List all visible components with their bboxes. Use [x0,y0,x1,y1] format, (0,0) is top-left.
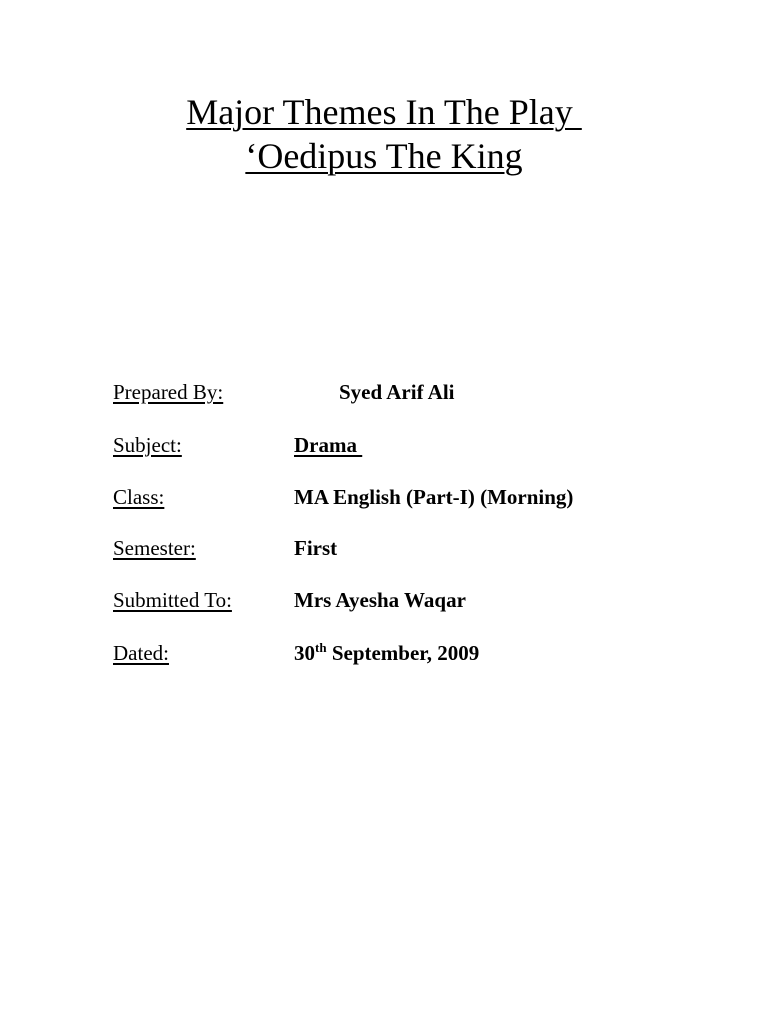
title-line-1: Major Themes In The Play [186,92,582,132]
subject-row [113,430,673,460]
semester-value: First [294,536,338,560]
dated-row [113,638,673,668]
prepared-by-label: Prepared By: [113,380,224,404]
dated-month-year: September, 2009 [326,641,480,665]
dated-day: 30 [294,641,315,665]
dated-label: Dated: [113,641,169,665]
submitted-to-row [113,585,673,615]
prepared-by-value: Syed Arif Ali [339,380,455,404]
subject-label: Subject: [113,433,182,457]
class-row [113,482,673,512]
prepared-by-row [113,377,673,407]
submitted-to-label: Submitted To: [113,588,232,612]
subject-value: Drama [294,433,363,457]
document-title [0,90,768,178]
dated-ordinal-suffix: th [315,640,327,655]
title-line-2: ‘Oedipus The King [245,136,523,176]
class-value: MA English (Part-I) (Morning) [294,485,574,509]
semester-row [113,533,673,563]
submitted-to-value: Mrs Ayesha Waqar [294,588,466,612]
class-label: Class: [113,485,165,509]
dated-value [294,638,479,668]
semester-label: Semester: [113,536,196,560]
